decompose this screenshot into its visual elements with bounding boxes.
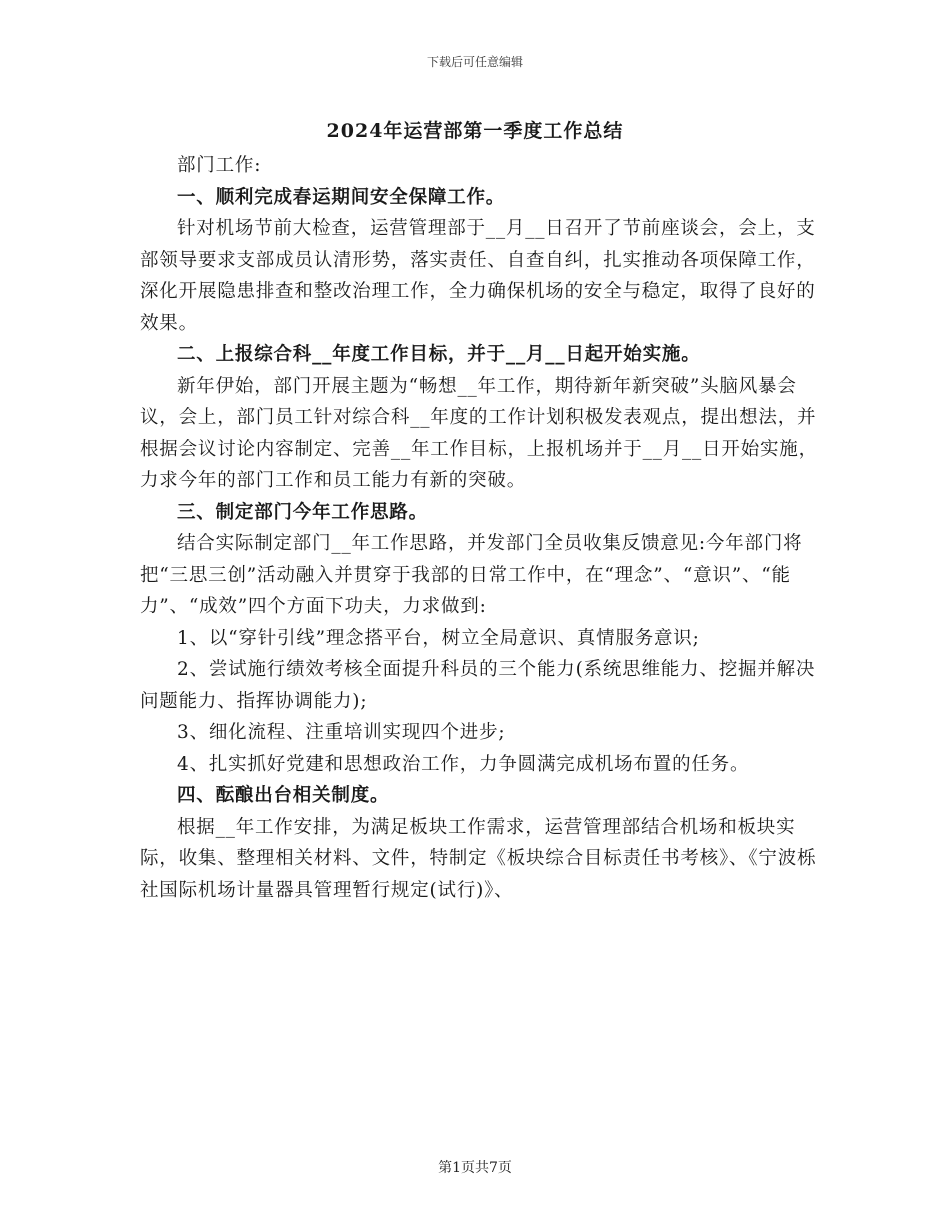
list-item: 1、以“穿针引线”理念搭平台，树立全局意识、真情服务意识; <box>177 627 700 649</box>
section-heading: 三、制定部门今年工作思路。 <box>177 501 428 523</box>
paragraph: 部门工作: <box>177 155 262 176</box>
section-heading: 四、酝酿出台相关制度。 <box>177 785 390 806</box>
paragraph: 新年伊始，部门开展主题为“畅想__年工作，期待新年新突破”头脑风暴会议，会上，部门员工针对综合科__年度的工作计划积极发表观点，提出想法，并根据会议讨论内容制定、完善__年工作目标，上报机场并于__月__日开始实施，力求今年的部门工作和员工能力有新的突破。 <box>140 375 818 491</box>
paragraph: 根据__年工作安排，为满足板块工作需求，运营管理部结合机场和板块实际，收集、整理相关材料、文件，特制定《板块综合目标责任书考核》、《宁波栎社国际机场计量器具管理暂行规定(试行)》、 <box>140 816 817 901</box>
list-item: 4、扎实抓好党建和思想政治工作，力争圆满完成机场布置的任务。 <box>177 753 750 775</box>
section-heading: 一、顺利完成春运期间安全保障工作。 <box>177 186 506 208</box>
page-number: 第1页共7页 <box>438 1160 512 1176</box>
document-body <box>140 150 820 906</box>
section-heading: 二、上报综合科__年度工作目标，并于__月__日起开始实施。 <box>177 344 701 365</box>
document-title: 2024年运营部第一季度工作总结 <box>326 120 624 142</box>
list-item: 3、细化流程、注重培训实现四个进步; <box>177 722 506 743</box>
paragraph: 针对机场节前大检查，运营管理部于__月__日召开了节前座谈会，会上，支部领导要求支部成员认清形势，落实责任、自查自纠，扎实推动各项保障工作，深化开展隐患排查和整改治理工作，全力确保机场的安全与稳定，取得了良好的效果。 <box>140 218 816 334</box>
header-note: 下载后可任意编辑 <box>426 55 523 69</box>
list-item: 2、尝试施行绩效考核全面提升科员的三个能力(系统思维能力、挖掘并解决问题能力、指挥协调能力); <box>140 659 816 712</box>
paragraph: 结合实际制定部门__年工作思路，并发部门全员收集反馈意见:今年部门将把“三思三创”活动融入并贯穿于我部的日常工作中，在“理念”、“意识”、“能力”、“成效”四个方面下功夫，力求做到: <box>140 533 803 617</box>
